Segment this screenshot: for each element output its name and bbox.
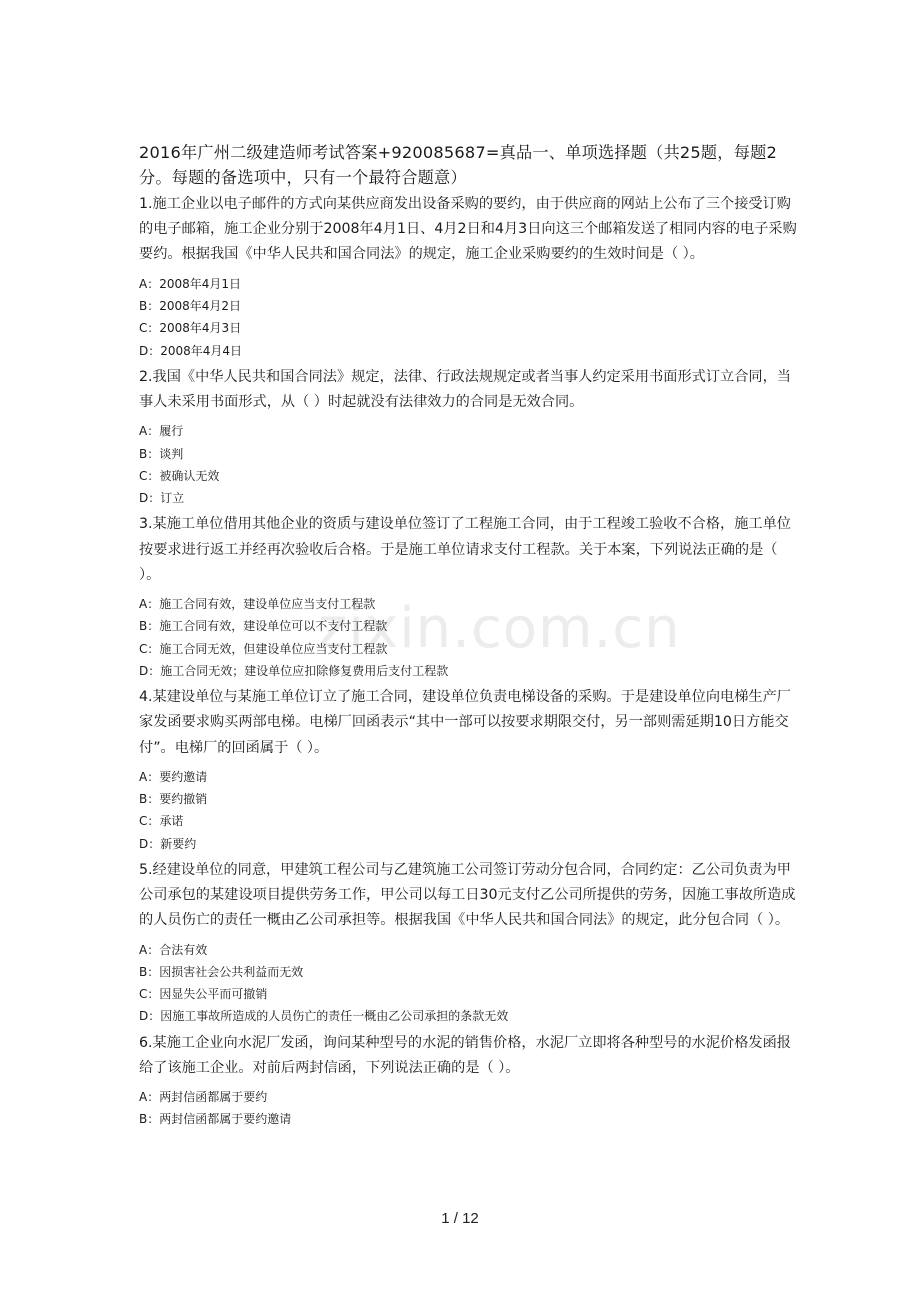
question-block bbox=[139, 1031, 799, 1131]
question-text: 3.某施工单位借用其他企业的资质与建设单位签订了工程施工合同，由于工程竣工验收不合格，施工单位按要求进行返工并经再次验收后合格。于是施工单位请求支付工程款。关于本案，下列说法正确的是（ ）。 bbox=[139, 516, 791, 583]
answer-option: D：订立 bbox=[139, 491, 185, 506]
question-text: 4.某建设单位与某施工单位订立了施工合同，建设单位负责电梯设备的采购。于是建设单位向电梯生产厂家发函要求购买两部电梯。电梯厂回函表示“其中一部可以按要求期限交付，另一部则需延期10日方能交付”。电梯厂的回函属于（ ）。 bbox=[139, 689, 791, 756]
question-block bbox=[139, 365, 799, 510]
answer-option: A：两封信函都属于要约 bbox=[139, 1090, 268, 1105]
question-text: 1.施工企业以电子邮件的方式向某供应商发出设备采购的要约，由于供应商的网站上公布了三个接受订购的电子邮箱，施工企业分别于2008年4月1日、4月2日和4月3日向这三个邮箱发送了相同内容的电子采购要约。根据我国《中华人民共和国合同法》的规定，施工企业采购要约的生效时间是（ ）。 bbox=[139, 196, 797, 263]
option-list bbox=[139, 420, 799, 509]
answer-option: A：合法有效 bbox=[139, 942, 208, 957]
document-title: 2016年广州二级建造师考试答案+920085687=真品一、单项选择题（共25题，每题2分。每题的备选项中，只有一个最符合题意） bbox=[139, 143, 777, 187]
answer-option: A：履行 bbox=[139, 424, 184, 439]
answer-option: D：施工合同无效；建设单位应扣除修复费用后支付工程款 bbox=[139, 663, 449, 678]
question-list bbox=[139, 192, 799, 1131]
answer-option: C：2008年4月3日 bbox=[139, 321, 242, 336]
question-block bbox=[139, 512, 799, 682]
option-list bbox=[139, 593, 799, 682]
answer-option: C：施工合同无效，但建设单位应当支付工程款 bbox=[139, 641, 388, 656]
answer-option: B：谈判 bbox=[139, 446, 184, 461]
answer-option: B：因损害社会公共利益而无效 bbox=[139, 964, 304, 979]
answer-option: A：要约邀请 bbox=[139, 769, 208, 784]
answer-option: C：因显失公平而可撤销 bbox=[139, 987, 268, 1002]
option-list bbox=[139, 939, 799, 1028]
answer-option: B：施工合同有效，建设单位可以不支付工程款 bbox=[139, 619, 388, 634]
answer-option: A：2008年4月1日 bbox=[139, 276, 242, 291]
page-number: 1 / 12 bbox=[441, 1210, 479, 1227]
answer-option: D：新要约 bbox=[139, 836, 197, 851]
question-block bbox=[139, 685, 799, 855]
watermark: zixin.com.cn bbox=[318, 596, 681, 661]
answer-option: D：2008年4月4日 bbox=[139, 343, 243, 358]
answer-option: D：因施工事故所造成的人员伤亡的责任一概由乙公司承担的条款无效 bbox=[139, 1009, 509, 1024]
question-text: 2.我国《中华人民共和国合同法》规定，法律、行政法规规定或者当事人约定采用书面形式订立合同，当事人未采用书面形式，从（ ）时起就没有法律效力的合同是无效合同。 bbox=[139, 368, 791, 410]
answer-option: B：两封信函都属于要约邀请 bbox=[139, 1112, 292, 1127]
question-text: 5.经建设单位的同意，甲建筑工程公司与乙建筑施工公司签订劳动分包合同，合同约定：乙公司负责为甲公司承包的某建设项目提供劳务工作，甲公司以每工日30元支付乙公司所提供的劳务，因施工事故所造成的人员伤亡的责任一概由乙公司承担等。根据我国《中华人民共和国合同法》的规定，此分包合同（ ）。 bbox=[139, 861, 796, 929]
answer-option: A：施工合同有效，建设单位应当支付工程款 bbox=[139, 597, 376, 611]
answer-option: B：要约撤销 bbox=[139, 792, 208, 807]
option-list bbox=[139, 766, 799, 855]
answer-option: C：被确认无效 bbox=[139, 468, 220, 483]
question-block bbox=[139, 192, 799, 362]
answer-option: B：2008年4月2日 bbox=[139, 298, 242, 313]
question-text: 6.某施工企业向水泥厂发函，询问某种型号的水泥的销售价格，水泥厂立即将各种型号的水泥价格发函报给了该施工企业。对前后两封信函，下列说法正确的是（ ）。 bbox=[139, 1034, 791, 1076]
answer-option: C：承诺 bbox=[139, 814, 184, 829]
option-list bbox=[139, 1086, 799, 1131]
option-list bbox=[139, 273, 799, 362]
question-block bbox=[139, 858, 799, 1028]
document-body bbox=[139, 140, 799, 1134]
